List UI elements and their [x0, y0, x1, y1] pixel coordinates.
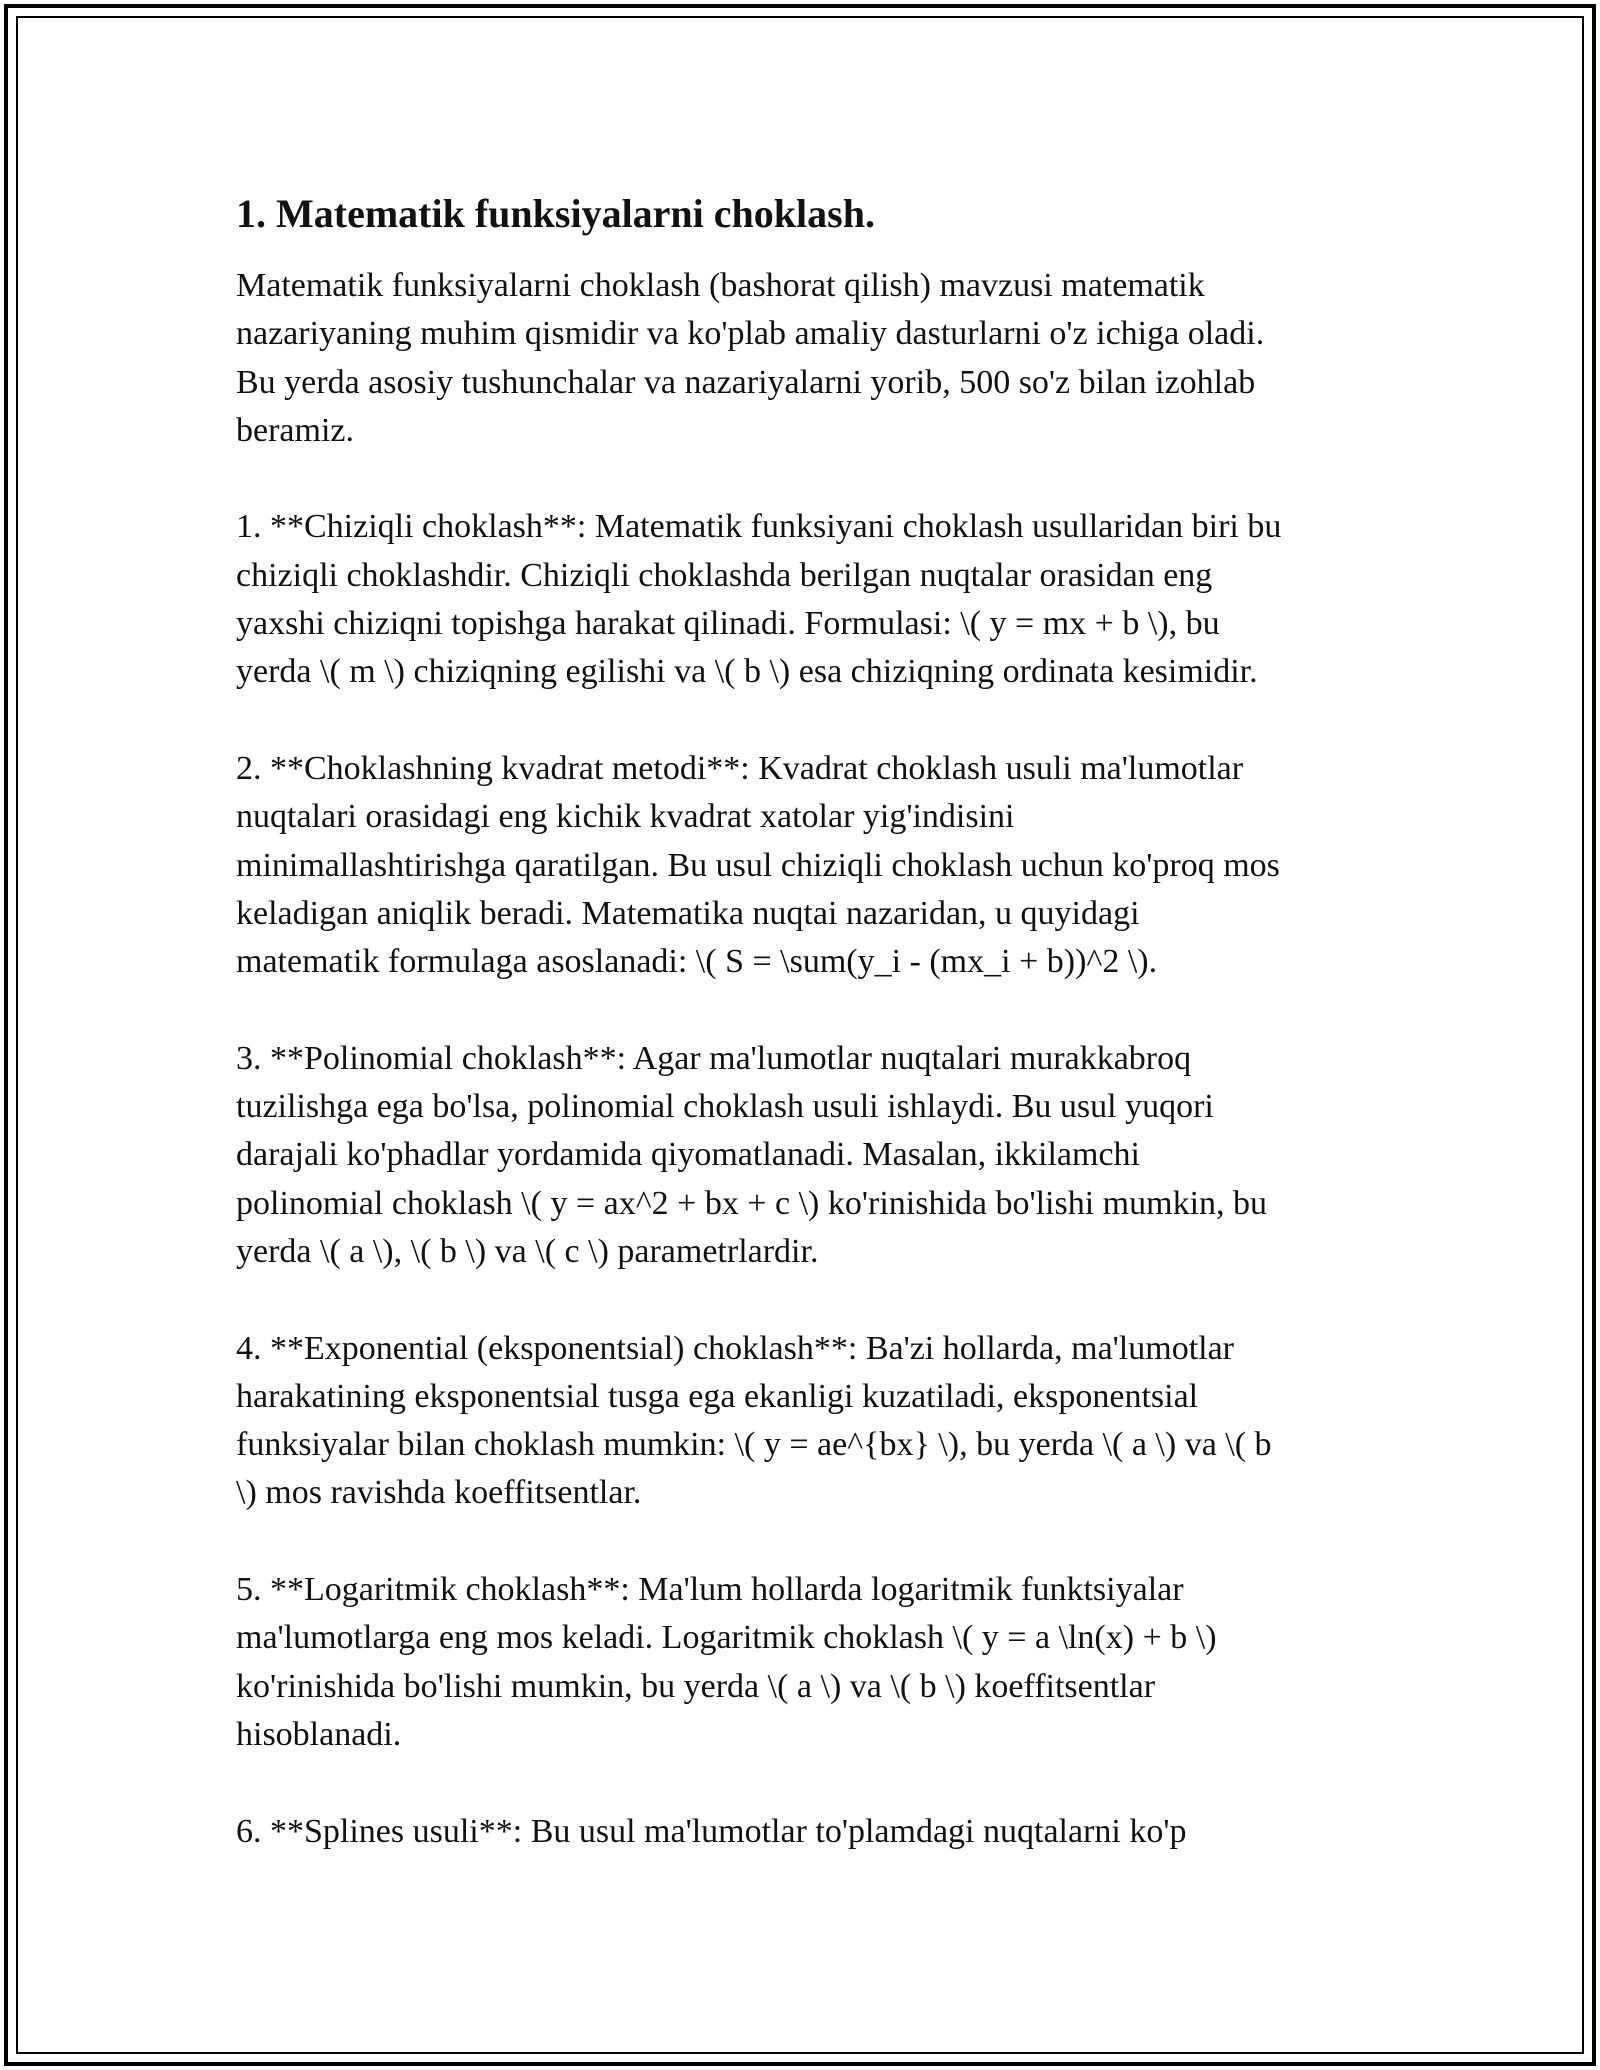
document-body: [236, 188, 1366, 1856]
text-line: ko'rinishida bo'lishi mumkin, bu yerda \( a \) va \( b \) koeffitsentlar: [236, 1667, 1156, 1705]
paragraph-gap: [236, 697, 1366, 745]
text-line: Bu yerda asosiy tushunchalar va nazariyalarni yorib, 500 so'z bilan izohlab: [236, 363, 1256, 401]
paragraph-exponential: [236, 1325, 1366, 1518]
paragraph-intro: [236, 262, 1366, 455]
text-line: funksiyalar bilan choklash mumkin: \( y = ae^{bx} \), bu yerda \( a \) va \( b: [236, 1426, 1272, 1464]
text-line: 1. **Chiziqli choklash**: Matematik funksiyani choklash usullaridan biri bu: [236, 508, 1282, 546]
text-line: matematik formulaga asoslanadi: \( S = \sum(y_i - (mx_i + b))^2 \).: [236, 943, 1158, 981]
text-line: chiziqli choklashdir. Chiziqli choklashda berilgan nuqtalar orasidan eng: [236, 556, 1213, 594]
text-line: minimallashtirishga qaratilgan. Bu usul chiziqli choklash uchun ko'proq mos: [236, 846, 1280, 884]
text-line: Matematik funksiyalarni choklash (bashorat qilish) mavzusi matematik: [236, 267, 1205, 304]
text-line: yerda \( m \) chiziqning egilishi va \( b \) esa chiziqning ordinata kesimidir.: [236, 653, 1258, 691]
text-line: tuzilishga ega bo'lsa, polinomial choklash usuli ishlaydi. Bu usul yuqori: [236, 1088, 1214, 1126]
text-line: yaxshi chiziqni topishga harakat qilinadi. Formulasi: \( y = mx + b \), bu: [236, 605, 1220, 643]
text-line: polinomial choklash \( y = ax^2 + bx + c \) ko'rinishida bo'lishi mumkin, bu: [236, 1184, 1268, 1222]
text-line: hisoblanadi.: [236, 1715, 402, 1753]
text-line: ma'lumotlarga eng mos keladi. Logaritmik choklash \( y = a \ln(x) + b \): [236, 1619, 1217, 1657]
paragraph-linear-fitting: [236, 503, 1366, 696]
paragraph-gap: [236, 986, 1366, 1034]
text-line: harakatining eksponentsial tusga ega ekanligi kuzatiladi, eksponentsial: [236, 1377, 1199, 1415]
paragraph-gap: [236, 1759, 1366, 1807]
text-line: nuqtalari orasidagi eng kichik kvadrat xatolar yig'indisini: [236, 798, 1015, 836]
text-line: 4. **Exponential (eksponentsial) choklash**: Ba'zi hollarda, ma'lumotlar: [236, 1329, 1235, 1367]
text-line: beramiz.: [236, 411, 354, 449]
text-line: yerda \( a \), \( b \) va \( c \) parametrlardir.: [236, 1232, 819, 1270]
paragraph-logarithmic: [236, 1566, 1366, 1759]
text-line: keladigan aniqlik beradi. Matematika nuqtai nazaridan, u quyidagi: [236, 894, 1140, 932]
text-line: \) mos ravishda koeffitsentlar.: [236, 1474, 642, 1512]
paragraph-gap: [236, 1276, 1366, 1324]
text-line: 2. **Choklashning kvadrat metodi**: Kvadrat choklash usuli ma'lumotlar: [236, 749, 1244, 787]
text-line: darajali ko'phadlar yordamida qiyomatlanadi. Masalan, ikkilamchi: [236, 1136, 1141, 1174]
paragraph-polynomial: [236, 1035, 1366, 1276]
text-line: 3. **Polinomial choklash**: Agar ma'lumotlar nuqtalari murakkabroq: [236, 1039, 1192, 1077]
paragraph-least-squares: [236, 745, 1366, 986]
text-line: 6. **Splines usuli**: Bu usul ma'lumotlar to'plamdagi nuqtalarni ko'p: [236, 1812, 1187, 1850]
paragraph-splines: [236, 1808, 1366, 1856]
paragraph-gap: [236, 455, 1366, 503]
document-title: 1. Matematik funksiyalarni choklash.: [236, 191, 875, 236]
paragraph-gap: [236, 1518, 1366, 1566]
text-line: 5. **Logaritmik choklash**: Ma'lum hollarda logaritmik funktsiyalar: [236, 1571, 1184, 1609]
text-line: nazariyaning muhim qismidir va ko'plab amaliy dasturlarni o'z ichiga oladi.: [236, 315, 1265, 353]
